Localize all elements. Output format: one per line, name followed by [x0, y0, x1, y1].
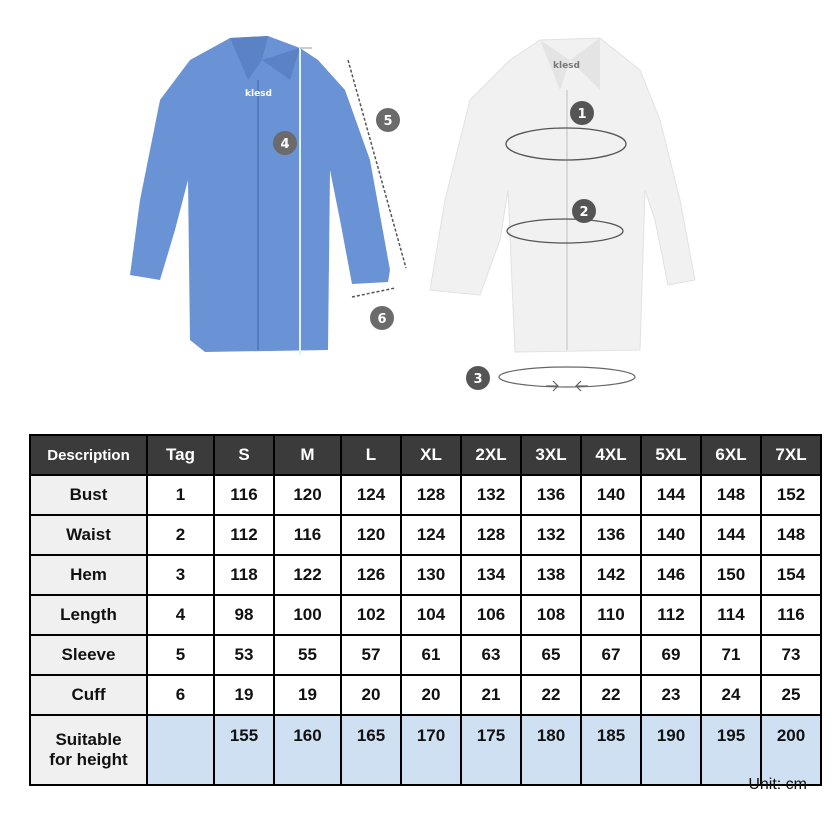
header-size: 2XL: [461, 435, 521, 475]
table-row-length: [30, 595, 821, 635]
row-tag: [147, 715, 214, 785]
header-size: M: [274, 435, 341, 475]
table-cell: 120: [341, 515, 401, 555]
table-cell: 61: [401, 635, 461, 675]
table-cell: 69: [641, 635, 701, 675]
row-label-line1: Suitable: [55, 730, 122, 749]
header-size: 3XL: [521, 435, 581, 475]
table-cell: 73: [761, 635, 821, 675]
table-cell: 144: [641, 475, 701, 515]
header-size: 6XL: [701, 435, 761, 475]
table-cell: 112: [214, 515, 274, 555]
table-row-bust: [30, 475, 821, 515]
badge-waist: 2: [579, 205, 589, 220]
table-cell: 200: [761, 715, 821, 785]
table-cell: 23: [641, 675, 701, 715]
table-cell: 128: [401, 475, 461, 515]
table-cell: 106: [461, 595, 521, 635]
table-cell: 128: [461, 515, 521, 555]
table-cell: 165: [341, 715, 401, 785]
row-tag: 4: [147, 595, 214, 635]
table-cell: 180: [521, 715, 581, 785]
row-label: Sleeve: [30, 635, 147, 675]
table-cell: 132: [521, 515, 581, 555]
table-cell: 104: [401, 595, 461, 635]
white-coat-logo: klesd: [553, 61, 580, 71]
row-tag: 2: [147, 515, 214, 555]
table-cell: 110: [581, 595, 641, 635]
table-cell: 116: [214, 475, 274, 515]
table-cell: 154: [761, 555, 821, 595]
row-label: Length: [30, 595, 147, 635]
header-tag: Tag: [147, 435, 214, 475]
size-chart-table: [29, 434, 822, 786]
table-cell: 150: [701, 555, 761, 595]
header-size: 4XL: [581, 435, 641, 475]
unit-label: Unit: cm: [748, 776, 807, 793]
badge-sleeve: 5: [383, 114, 393, 129]
table-cell: 21: [461, 675, 521, 715]
table-cell: 170: [401, 715, 461, 785]
table-cell: 130: [401, 555, 461, 595]
white-coat-image: [430, 38, 695, 391]
table-cell: 175: [461, 715, 521, 785]
table-row-waist: [30, 515, 821, 555]
table-cell: 100: [274, 595, 341, 635]
table-cell: 25: [761, 675, 821, 715]
table-cell: 116: [761, 595, 821, 635]
header-size: XL: [401, 435, 461, 475]
table-cell: 132: [461, 475, 521, 515]
table-cell: 160: [274, 715, 341, 785]
badge-cuff: 6: [377, 312, 387, 327]
blue-coat-logo: klesd: [245, 89, 272, 99]
table-cell: 24: [701, 675, 761, 715]
row-label: Waist: [30, 515, 147, 555]
table-cell: 185: [581, 715, 641, 785]
header-size: S: [214, 435, 274, 475]
table-cell: 71: [701, 635, 761, 675]
table-cell: 98: [214, 595, 274, 635]
table-cell: 120: [274, 475, 341, 515]
table-cell: 55: [274, 635, 341, 675]
table-cell: 195: [701, 715, 761, 785]
header-size: 7XL: [761, 435, 821, 475]
table-cell: 63: [461, 635, 521, 675]
table-row-suitable-height: [30, 715, 821, 785]
header-size: 5XL: [641, 435, 701, 475]
row-tag: 5: [147, 635, 214, 675]
table-cell: 148: [761, 515, 821, 555]
table-cell: 136: [521, 475, 581, 515]
row-label: Hem: [30, 555, 147, 595]
row-tag: 6: [147, 675, 214, 715]
table-cell: 124: [401, 515, 461, 555]
table-cell: 19: [214, 675, 274, 715]
blue-coat-image: [130, 36, 406, 355]
table-cell: 140: [641, 515, 701, 555]
row-label: [30, 715, 147, 785]
table-cell: 134: [461, 555, 521, 595]
table-cell: 136: [581, 515, 641, 555]
table-cell: 140: [581, 475, 641, 515]
table-cell: 152: [761, 475, 821, 515]
table-cell: 126: [341, 555, 401, 595]
header-description: Description: [30, 435, 147, 475]
table-cell: 114: [701, 595, 761, 635]
table-cell: 142: [581, 555, 641, 595]
table-header-row: [30, 435, 821, 475]
badge-length: 4: [280, 137, 290, 152]
table-cell: 19: [274, 675, 341, 715]
table-cell: 148: [701, 475, 761, 515]
table-row-cuff: [30, 675, 821, 715]
table-cell: 118: [214, 555, 274, 595]
table-cell: 155: [214, 715, 274, 785]
row-label-line2: for height: [49, 750, 128, 769]
table-cell: 122: [274, 555, 341, 595]
table-row-hem: [30, 555, 821, 595]
table-cell: 124: [341, 475, 401, 515]
table-cell: 22: [581, 675, 641, 715]
table-cell: 112: [641, 595, 701, 635]
badge-bust: 1: [577, 107, 587, 122]
table-row-sleeve: [30, 635, 821, 675]
row-label: Cuff: [30, 675, 147, 715]
table-cell: 67: [581, 635, 641, 675]
table-cell: 20: [401, 675, 461, 715]
table-cell: 146: [641, 555, 701, 595]
badge-hem: 3: [473, 372, 483, 387]
table-cell: 108: [521, 595, 581, 635]
table-cell: 65: [521, 635, 581, 675]
table-cell: 53: [214, 635, 274, 675]
row-label: Bust: [30, 475, 147, 515]
table-cell: 20: [341, 675, 401, 715]
table-cell: 144: [701, 515, 761, 555]
table-cell: 116: [274, 515, 341, 555]
table-cell: 57: [341, 635, 401, 675]
row-tag: 1: [147, 475, 214, 515]
row-tag: 3: [147, 555, 214, 595]
table-cell: 138: [521, 555, 581, 595]
table-cell: 190: [641, 715, 701, 785]
header-size: L: [341, 435, 401, 475]
table-cell: 22: [521, 675, 581, 715]
table-cell: 102: [341, 595, 401, 635]
